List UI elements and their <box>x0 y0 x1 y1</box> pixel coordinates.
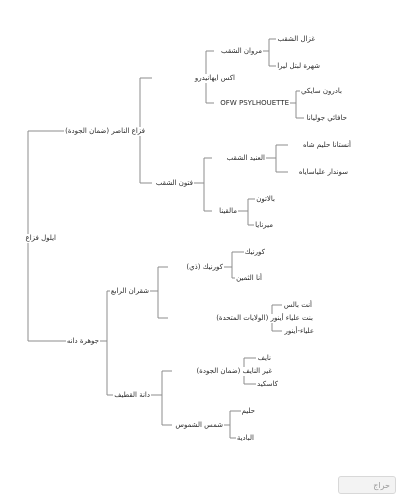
tree-node-l3: العنيد الشقب <box>226 154 265 162</box>
tree-node-l4: علياء-أينور <box>284 327 314 335</box>
tree-node-l4: البادية <box>236 434 254 442</box>
tree-node-l1: جوهرة دانه <box>66 337 99 345</box>
tree-node-l3: غير النايف (ضمان الجودة) <box>196 367 272 375</box>
tree-node-l4: شهرة لبتل ليرا <box>277 62 320 70</box>
tree-node-l2: دانة القطيف <box>114 391 150 399</box>
tree-node-l4: أنت بالس <box>283 301 312 309</box>
tree-node-l4: ميرنايا <box>255 221 273 229</box>
tree-node-root: ايلول فزاع <box>25 234 56 242</box>
tree-node-l2: اكس ايهانيدرو <box>194 74 235 82</box>
tree-node-l3: OFW PSYLHOUETTE <box>220 99 289 107</box>
tree-node-l4: غزال الشقب <box>277 35 315 43</box>
tree-node-l3: شمس الشموس <box>175 421 223 429</box>
tree-node-l4: حليم <box>241 407 255 415</box>
tree-node-l2: شقران الرابع <box>110 287 149 295</box>
tree-node-l4: حافائي جوليانا <box>306 114 347 122</box>
tree-node-l4: كاسكيد <box>257 380 278 388</box>
tree-node-l3: مروان الشقب <box>220 47 262 55</box>
tree-node-l1: فزاع الناصر (ضمان الجودة) <box>65 127 145 135</box>
tree-node-l2: فتون الشقب <box>155 179 193 187</box>
tree-node-l4: بادرون سايكي <box>301 87 342 95</box>
tree-node-l3: مالقينا <box>219 207 237 215</box>
tree-node-l4: بالاتون <box>256 195 275 203</box>
tree-node-l4: نايف <box>257 354 271 362</box>
tree-node-l3: بنت علياء أينور (الولايات المتحدة) <box>216 314 313 322</box>
watermark-text: حراج <box>373 481 390 490</box>
tree-node-l4: أنستانا حليم شاه <box>303 141 351 149</box>
tree-node-l4: أنا الثمين <box>236 274 262 282</box>
tree-node-l4: كورنيك <box>244 248 265 256</box>
tree-node-l4: سوندار علياساياه <box>298 168 348 176</box>
tree-node-l3: كورنيك (ذي) <box>186 263 223 271</box>
